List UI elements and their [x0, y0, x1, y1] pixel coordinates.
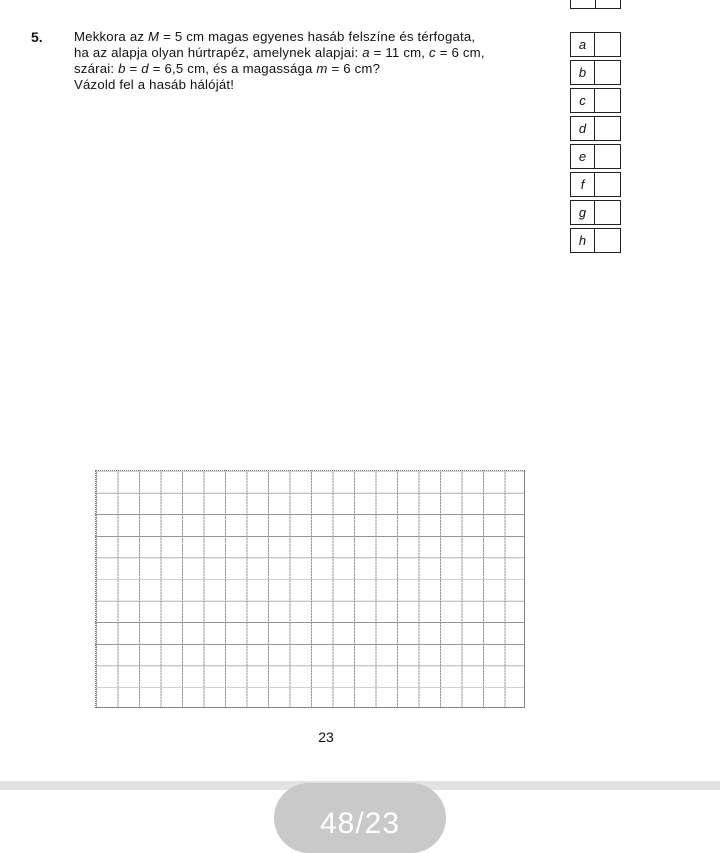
score-entry-box [595, 116, 621, 141]
score-label: h [570, 228, 595, 253]
score-label: e [570, 144, 595, 169]
score-row-a [570, 32, 622, 57]
score-label: c [570, 88, 595, 113]
score-boxes [570, 32, 622, 256]
score-row-g [570, 200, 622, 225]
score-label: g [570, 200, 595, 225]
page-number: 23 [318, 729, 334, 745]
score-entry-box [595, 144, 621, 169]
grid-paper [95, 470, 525, 708]
page-indicator[interactable] [274, 783, 446, 853]
score-row-b [570, 60, 622, 85]
task-line: ha az alapja olyan húrtrapéz, amelynek alapjai: a = 11 cm, c = 6 cm, [74, 45, 485, 60]
task-instruction: Vázold fel a hasáb hálóját! [74, 77, 235, 92]
page-indicator-label: 48/23 [319, 807, 401, 840]
score-entry-box [595, 172, 621, 197]
score-row-f [570, 172, 622, 197]
score-row-c [570, 88, 622, 113]
task-line: Mekkora az M = 5 cm magas egyenes hasáb felszíne és térfogata, [74, 29, 476, 44]
task-line: szárai: b = d = 6,5 cm, és a magassága m = 6 cm? [74, 61, 381, 76]
score-label: a [570, 32, 595, 57]
score-row-d [570, 116, 622, 141]
score-label: d [570, 116, 595, 141]
score-entry-box [595, 60, 621, 85]
score-entry-box [595, 200, 621, 225]
score-row-e [570, 144, 622, 169]
task-statement [74, 29, 554, 93]
score-row-h [570, 228, 622, 253]
score-entry-box [595, 228, 621, 253]
score-entry-box [595, 88, 621, 113]
score-label: f [570, 172, 595, 197]
score-entry-box [595, 32, 621, 57]
previous-score-box [570, 0, 621, 9]
score-label: b [570, 60, 595, 85]
task-number: 5. [31, 29, 43, 45]
